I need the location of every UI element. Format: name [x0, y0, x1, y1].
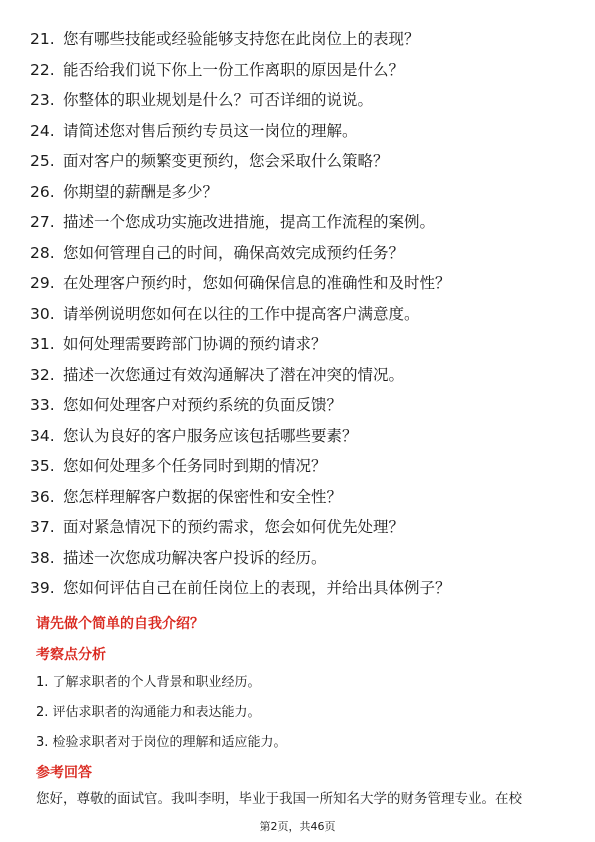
- question-number: 23.: [30, 91, 55, 109]
- analysis-heading: 考察点分析: [36, 647, 106, 663]
- question-item: [30, 238, 575, 269]
- question-item: [30, 573, 575, 604]
- question-item: [30, 360, 575, 391]
- question-item: [30, 543, 575, 574]
- question-item: [30, 146, 575, 177]
- question-item: [30, 451, 575, 482]
- question-text: 您如何处理客户对预约系统的负面反馈？: [63, 396, 343, 414]
- question-number: 28.: [30, 243, 55, 262]
- question-item: [30, 24, 575, 55]
- highlight-question: 请先做个简单的自我介绍？: [36, 616, 204, 632]
- question-text: 您怎样理解客户数据的保密性和安全性？: [63, 487, 343, 506]
- question-text: 描述一次您成功解决客户投诉的经历。: [63, 548, 327, 567]
- question-text: 您如何管理自己的时间，确保高效完成预约任务？: [63, 243, 405, 262]
- question-text: 能否给我们说下你上一份工作离职的原因是什么？: [63, 60, 405, 79]
- question-number: 26.: [30, 182, 55, 201]
- question-number: 34.: [30, 426, 55, 445]
- question-number: 30.: [30, 304, 55, 323]
- question-number: 36.: [30, 487, 55, 506]
- question-number: 29.: [30, 274, 55, 292]
- analysis-point: 1. 了解求职者的个人背景和职业经历。: [36, 675, 261, 690]
- answer-text: 您好，尊敬的面试官。我叫李明，毕业于我国一所知名大学的财务管理专业。在校: [36, 791, 522, 807]
- answer-heading: 参考回答: [36, 765, 92, 781]
- question-number: 21.: [30, 30, 55, 48]
- question-item: [30, 512, 575, 543]
- question-number: 24.: [30, 121, 55, 140]
- question-text: 您认为良好的客户服务应该包括哪些要素？: [63, 426, 358, 445]
- question-text: 请简述您对售后预约专员这一岗位的理解。: [63, 121, 358, 140]
- question-item: [30, 390, 575, 421]
- question-number: 37.: [30, 518, 55, 536]
- question-text: 描述一次您通过有效沟通解决了潜在冲突的情况。: [63, 365, 405, 384]
- question-text: 您如何处理多个任务同时到期的情况？: [63, 457, 327, 475]
- question-item: [30, 482, 575, 513]
- question-item: [30, 85, 575, 116]
- question-number: 33.: [30, 396, 55, 414]
- question-number: 31.: [30, 335, 55, 353]
- page-footer: 第2页，共46页: [259, 820, 336, 833]
- question-item: [30, 207, 575, 238]
- question-item: [30, 116, 575, 147]
- analysis-list: [36, 668, 287, 758]
- question-number: 27.: [30, 213, 55, 231]
- question-item: [30, 177, 575, 208]
- question-number: 22.: [30, 60, 55, 79]
- question-text: 面对紧急情况下的预约需求，您会如何优先处理？: [63, 518, 405, 536]
- question-number: 38.: [30, 548, 55, 567]
- question-text: 你整体的职业规划是什么？可否详细的说说。: [63, 91, 374, 109]
- question-text: 面对客户的频繁变更预约，您会采取什么策略？: [63, 152, 389, 170]
- question-number: 25.: [30, 152, 55, 170]
- question-item: [30, 299, 575, 330]
- question-text: 您有哪些技能或经验能够支持您在此岗位上的表现？: [63, 30, 420, 48]
- question-list: [30, 24, 575, 604]
- question-number: 39.: [30, 579, 55, 597]
- question-text: 请举例说明您如何在以往的工作中提高客户满意度。: [63, 304, 420, 323]
- question-item: [30, 329, 575, 360]
- question-text: 你期望的薪酬是多少？: [63, 182, 219, 201]
- question-item: [30, 421, 575, 452]
- analysis-point: 2. 评估求职者的沟通能力和表达能力。: [36, 705, 261, 720]
- question-item: [30, 55, 575, 86]
- question-number: 32.: [30, 365, 55, 384]
- question-number: 35.: [30, 457, 55, 475]
- question-text: 如何处理需要跨部门协调的预约请求？: [63, 335, 327, 353]
- question-text: 您如何评估自己在前任岗位上的表现，并给出具体例子？: [63, 579, 451, 597]
- question-text: 描述一个您成功实施改进措施，提高工作流程的案例。: [63, 213, 436, 231]
- analysis-point: 3. 检验求职者对于岗位的理解和适应能力。: [36, 735, 287, 750]
- question-item: [30, 268, 575, 299]
- question-text: 在处理客户预约时，您如何确保信息的准确性和及时性？: [63, 274, 451, 292]
